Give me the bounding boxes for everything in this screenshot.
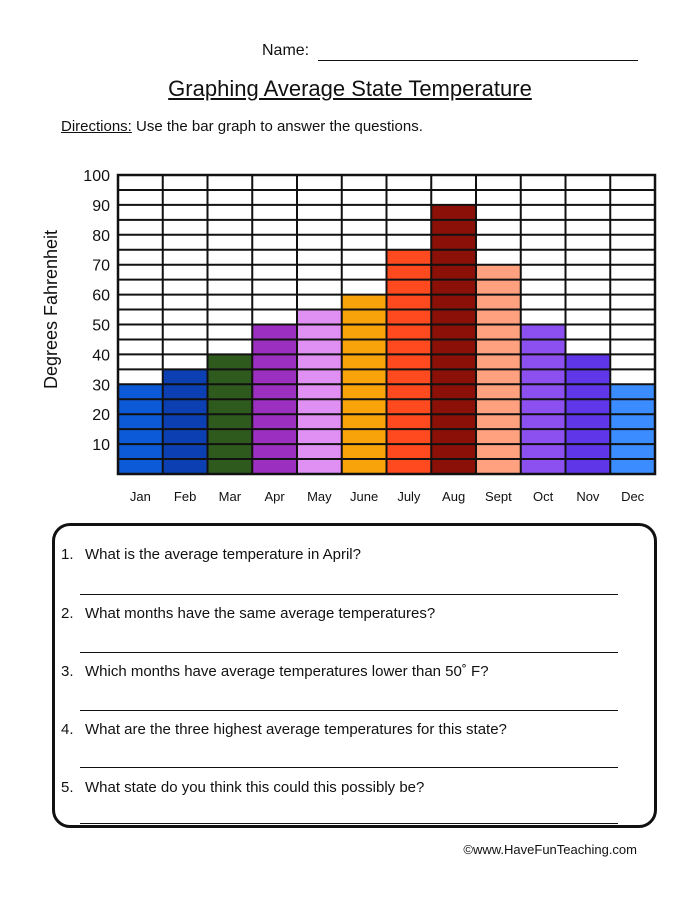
copyright-footer: ©www.HaveFunTeaching.com xyxy=(463,842,637,857)
answer-line-1[interactable] xyxy=(80,594,618,595)
worksheet-title: Graphing Average State Temperature xyxy=(168,76,532,101)
y-tick-label: 90 xyxy=(92,197,110,215)
question-1 xyxy=(61,546,361,563)
question-2 xyxy=(61,605,435,622)
question-text: What state do you think this could this possibly be? xyxy=(85,779,425,796)
answer-line-4[interactable] xyxy=(80,767,618,768)
x-tick-label: Dec xyxy=(621,489,645,504)
question-3 xyxy=(61,663,489,680)
y-tick-label: 30 xyxy=(92,377,110,395)
x-tick-label: Sept xyxy=(485,489,512,504)
y-tick-label: 20 xyxy=(92,407,110,425)
x-tick-label: June xyxy=(350,489,379,504)
answer-line-3[interactable] xyxy=(80,710,618,711)
x-tick-label: Aug xyxy=(442,489,466,504)
answer-line-2[interactable] xyxy=(80,652,618,653)
question-number: 3. xyxy=(61,663,74,680)
answer-line-5[interactable] xyxy=(80,823,618,824)
x-tick-label: Mar xyxy=(218,489,242,504)
question-4 xyxy=(61,721,507,738)
question-text: What months have the same average temperatures? xyxy=(85,605,436,622)
y-tick-label: 100 xyxy=(83,168,110,185)
question-text: What is the average temperature in April? xyxy=(85,546,361,563)
question-5 xyxy=(61,779,424,796)
y-tick-label: 10 xyxy=(92,437,110,455)
y-tick-label: 70 xyxy=(92,257,110,275)
directions-label: Directions: xyxy=(61,118,132,135)
x-tick-label: Feb xyxy=(173,489,197,504)
x-tick-label: May xyxy=(307,489,332,504)
bar-july xyxy=(387,250,432,474)
y-tick-label: 40 xyxy=(92,347,110,365)
question-text: What are the three highest average temperatures for this state? xyxy=(85,721,507,738)
x-tick-label: Oct xyxy=(533,489,554,504)
x-tick-label: Apr xyxy=(264,489,285,504)
question-number: 5. xyxy=(61,779,74,796)
question-number: 1. xyxy=(61,546,74,563)
x-tick-label: July xyxy=(397,489,421,504)
y-tick-label: 60 xyxy=(92,287,110,305)
x-tick-label: Jan xyxy=(129,489,151,504)
y-axis-label: Degrees Fahrenheit xyxy=(41,229,61,390)
question-number: 2. xyxy=(61,605,74,622)
y-tick-label: 50 xyxy=(92,317,110,335)
question-text: Which months have average temperatures lower than 50˚ F? xyxy=(85,663,489,680)
question-number: 4. xyxy=(61,721,74,738)
directions-text: Use the bar graph to answer the questions. xyxy=(136,118,423,135)
y-tick-label: 80 xyxy=(92,227,110,245)
x-tick-label: Nov xyxy=(576,489,600,504)
name-label: Name: xyxy=(262,42,310,59)
bar-may xyxy=(297,310,342,474)
